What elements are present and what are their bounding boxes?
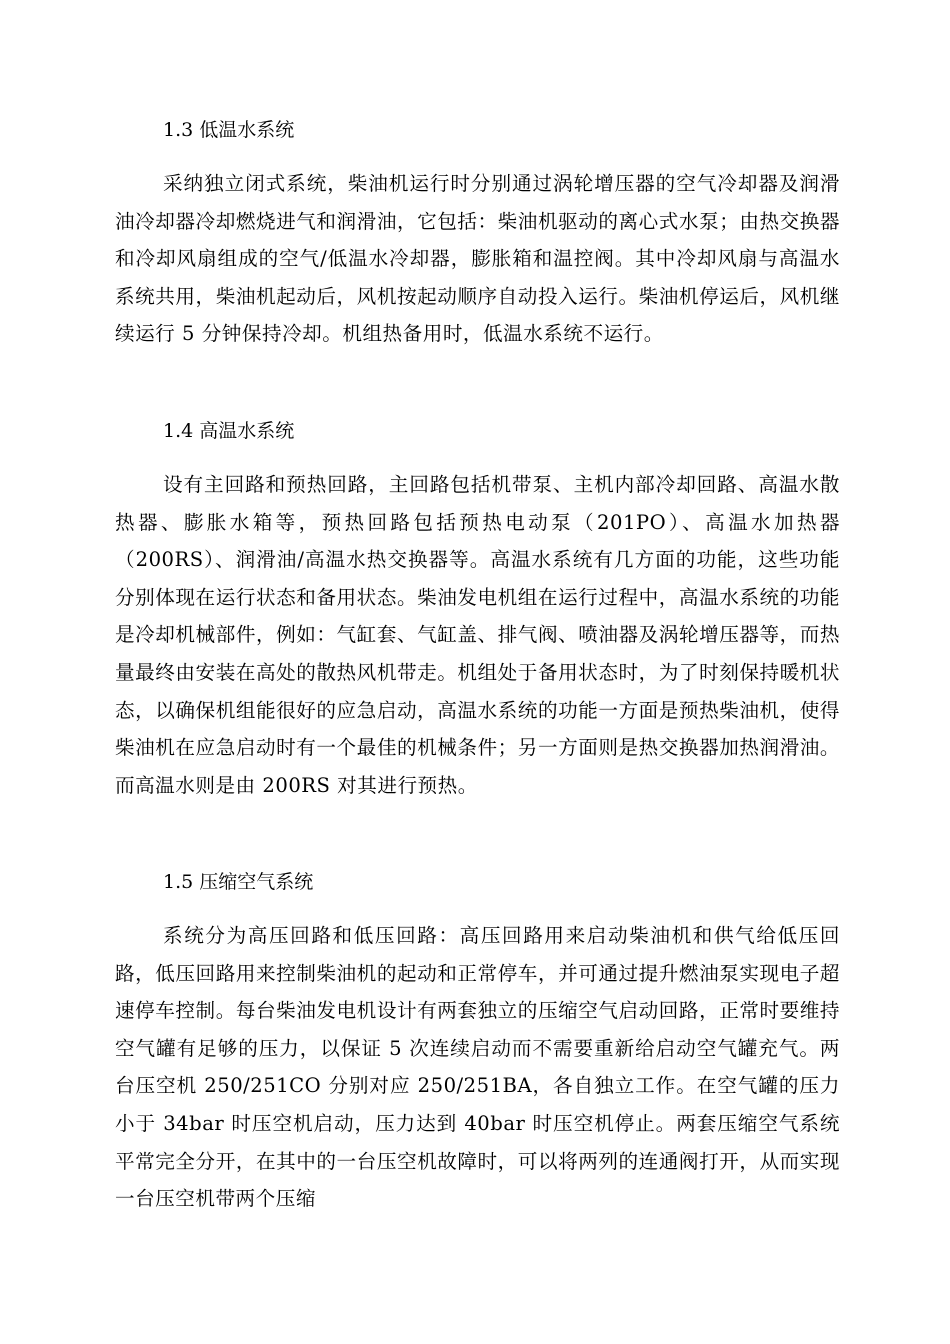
section-heading-1-3: 1.3 低温水系统 [163,119,295,141]
section-paragraph-1-5: 系统分为高压回路和低压回路：高压回路用来启动柴油机和供气给低压回路，低压回路用来控制柴油机的起动和正常停车，并可通过提升燃油泵实现电子超速停车控制。每台柴油发电机设计有两套独立的压缩空气启动回路，正常时要维持空气罐有足够的压力，以保证 5 次连续启动而不需要重新给启动空气罐充气。两台压空机 250/251CO 分别对应 250/251BA，各自独立工作。在空气罐的压力小于 34bar 时压空机启动，压力达到 40bar 时压空机停止。两套压缩空气系统平常完全分开，在其中的一台压空机故障时，可以将两列的连通阀打开，从而实现一台压空机带两个压缩 [115,924,840,1211]
section-paragraph-1-3: 采纳独立闭式系统，柴油机运行时分别通过涡轮增压器的空气冷却器及润滑油冷却器冷却燃烧进气和润滑油，它包括：柴油机驱动的离心式水泵；由热交换器和冷却风扇组成的空气/低温水冷却器，膨胀箱和温控阀。其中冷却风扇与高温水系统共用，柴油机起动后，风机按起动顺序自动投入运行。柴油机停运后，风机继续运行 5 分钟保持冷却。机组热备用时，低温水系统不运行。 [115,172,840,346]
section-heading-1-5: 1.5 压缩空气系统 [163,871,314,893]
section-heading-1-4: 1.4 高温水系统 [163,420,295,442]
section-paragraph-1-4: 设有主回路和预热回路，主回路包括机带泵、主机内部冷却回路、高温水散热器、膨胀水箱等，预热回路包括预热电动泵（201PO）、高温水加热器（200RS）、润滑油/高温水热交换器等。高温水系统有几方面的功能，这些功能分别体现在运行状态和备用状态。柴油发电机组在运行过程中，高温水系统的功能是冷却机械部件，例如：气缸套、气缸盖、排气阀、喷油器及涡轮增压器等，而热量最终由安装在高处的散热风机带走。机组处于备用状态时，为了时刻保持暖机状态，以确保机组能很好的应急启动，高温水系统的功能一方面是预热柴油机，使得柴油机在应急启动时有一个最佳的机械条件；另一方面则是热交换器加热润滑油。而高温水则是由 200RS 对其进行预热。 [115,473,840,797]
